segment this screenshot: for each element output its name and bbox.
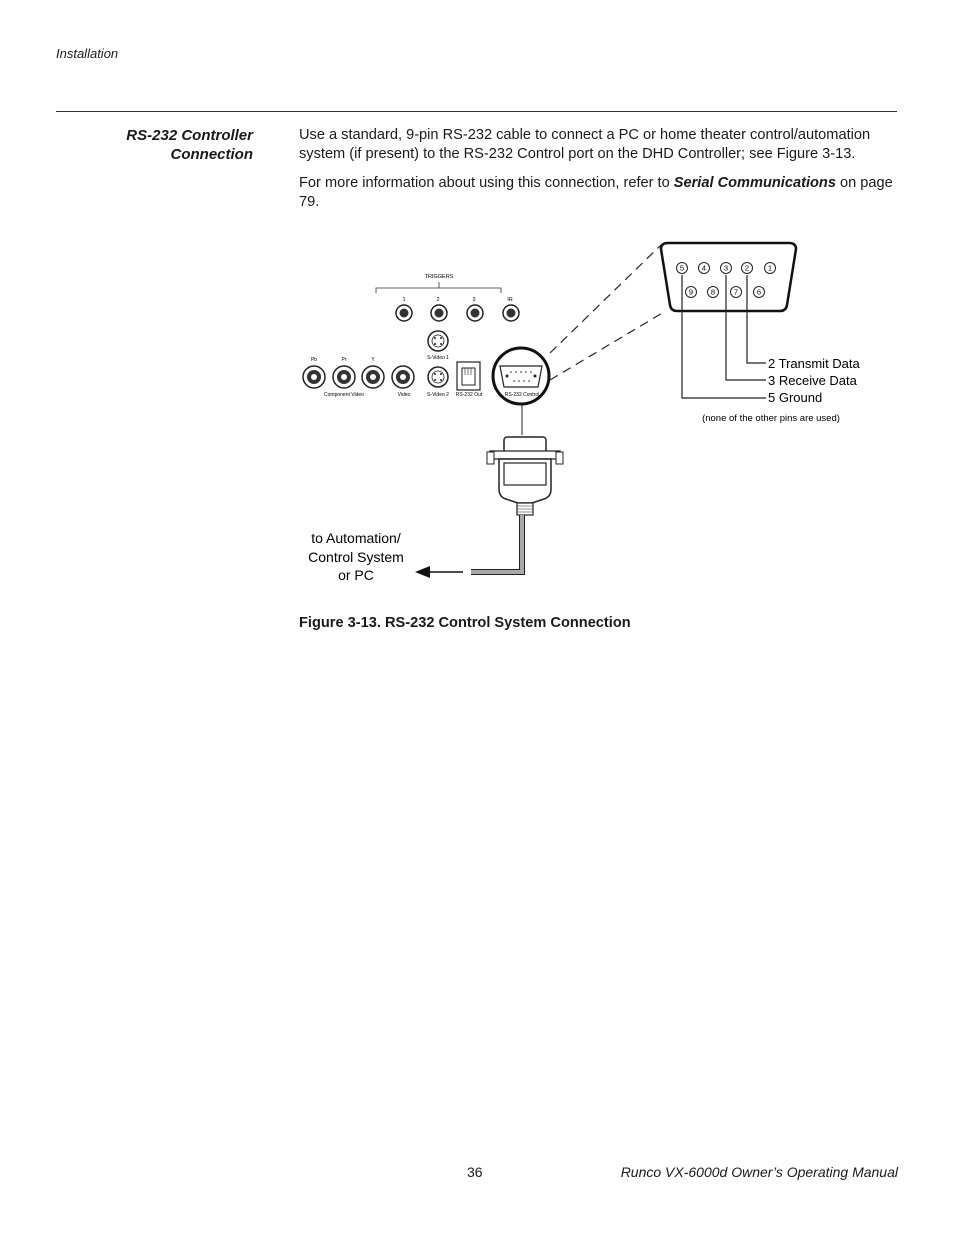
manual-title: Runco VX-6000d Owner’s Operating Manual [620,1164,898,1180]
pin-3-number: 3 [723,263,729,273]
svideo1-jack [428,331,448,351]
ir-label: IR [507,297,513,303]
pr-label: Pr [341,357,347,363]
cable-outline [471,515,522,572]
rs232-connection-figure [280,235,900,595]
video-label: Video [397,392,411,398]
db9-connector-enlarged [661,243,796,311]
section-title-line1: RS-232 Controller [126,127,253,144]
pin-7-number: 7 [733,287,739,297]
trigger-3-label: 3 [472,297,476,303]
header-rule [56,111,897,112]
pin-9-number: 9 [688,287,694,297]
cable [471,515,522,572]
pin-5-number: 5 [679,263,685,273]
destination-line2: Control System [308,549,404,565]
unused-pins-note: (none of the other pins are used) [702,413,840,424]
zoom-lines [550,245,664,380]
rs232-out-jack [457,362,480,390]
pin-ground-label: 5 Ground [768,390,823,405]
reference-text-pre: For more information about using this connection, refer to [299,175,674,191]
y-label: Y [371,357,375,363]
pin-4-number: 4 [701,263,707,273]
trigger-1-label: 1 [402,297,406,303]
triggers-label: TRIGGERS [424,274,454,280]
pin-2-number: 2 [744,263,750,273]
pin-receive-label: 3 Receive Data [768,373,857,388]
figure-caption: Figure 3-13. RS-232 Control System Connection [299,615,631,631]
intro-paragraph: Use a standard, 9-pin RS-232 cable to connect a PC or home theater control/automation system (if present) to the RS-232 Control port on the DHD Controller; see Figure 3-13. [299,127,871,162]
component-video-label: Component Video [324,392,364,398]
pin-8-number: 8 [710,287,716,297]
trigger-2-label: 2 [436,297,440,303]
page-number: 36 [467,1164,483,1180]
svideo2-jack [428,367,448,387]
db9-cable-plug [487,437,563,515]
reference-text-post: on page 79. [299,175,893,210]
pin-1-number: 1 [767,263,773,273]
running-header: Installation [56,46,119,61]
destination-line1: to Automation/ [311,530,401,546]
triggers-bracket [376,282,501,293]
rs232-out-label: RS-232 Out [455,392,483,398]
section-title [100,126,253,164]
pb-label: Pb [310,357,318,363]
serial-communications-link[interactable]: Serial Communications [673,175,836,191]
destination-line3: or PC [338,567,374,583]
arrow-head-icon [415,566,430,578]
svideo2-label: S-Video 2 [427,392,449,398]
section-title-line2: Connection [170,146,253,163]
trigger-jacks [396,305,519,321]
reference-paragraph [299,174,899,212]
rs232-control-label: RS-232 Control [504,392,540,398]
pin-transmit-label: 2 Transmit Data [768,356,860,371]
svideo1-label: S-Video 1 [427,355,449,361]
pin-6-number: 6 [756,287,762,297]
component-video-jacks [303,366,414,388]
